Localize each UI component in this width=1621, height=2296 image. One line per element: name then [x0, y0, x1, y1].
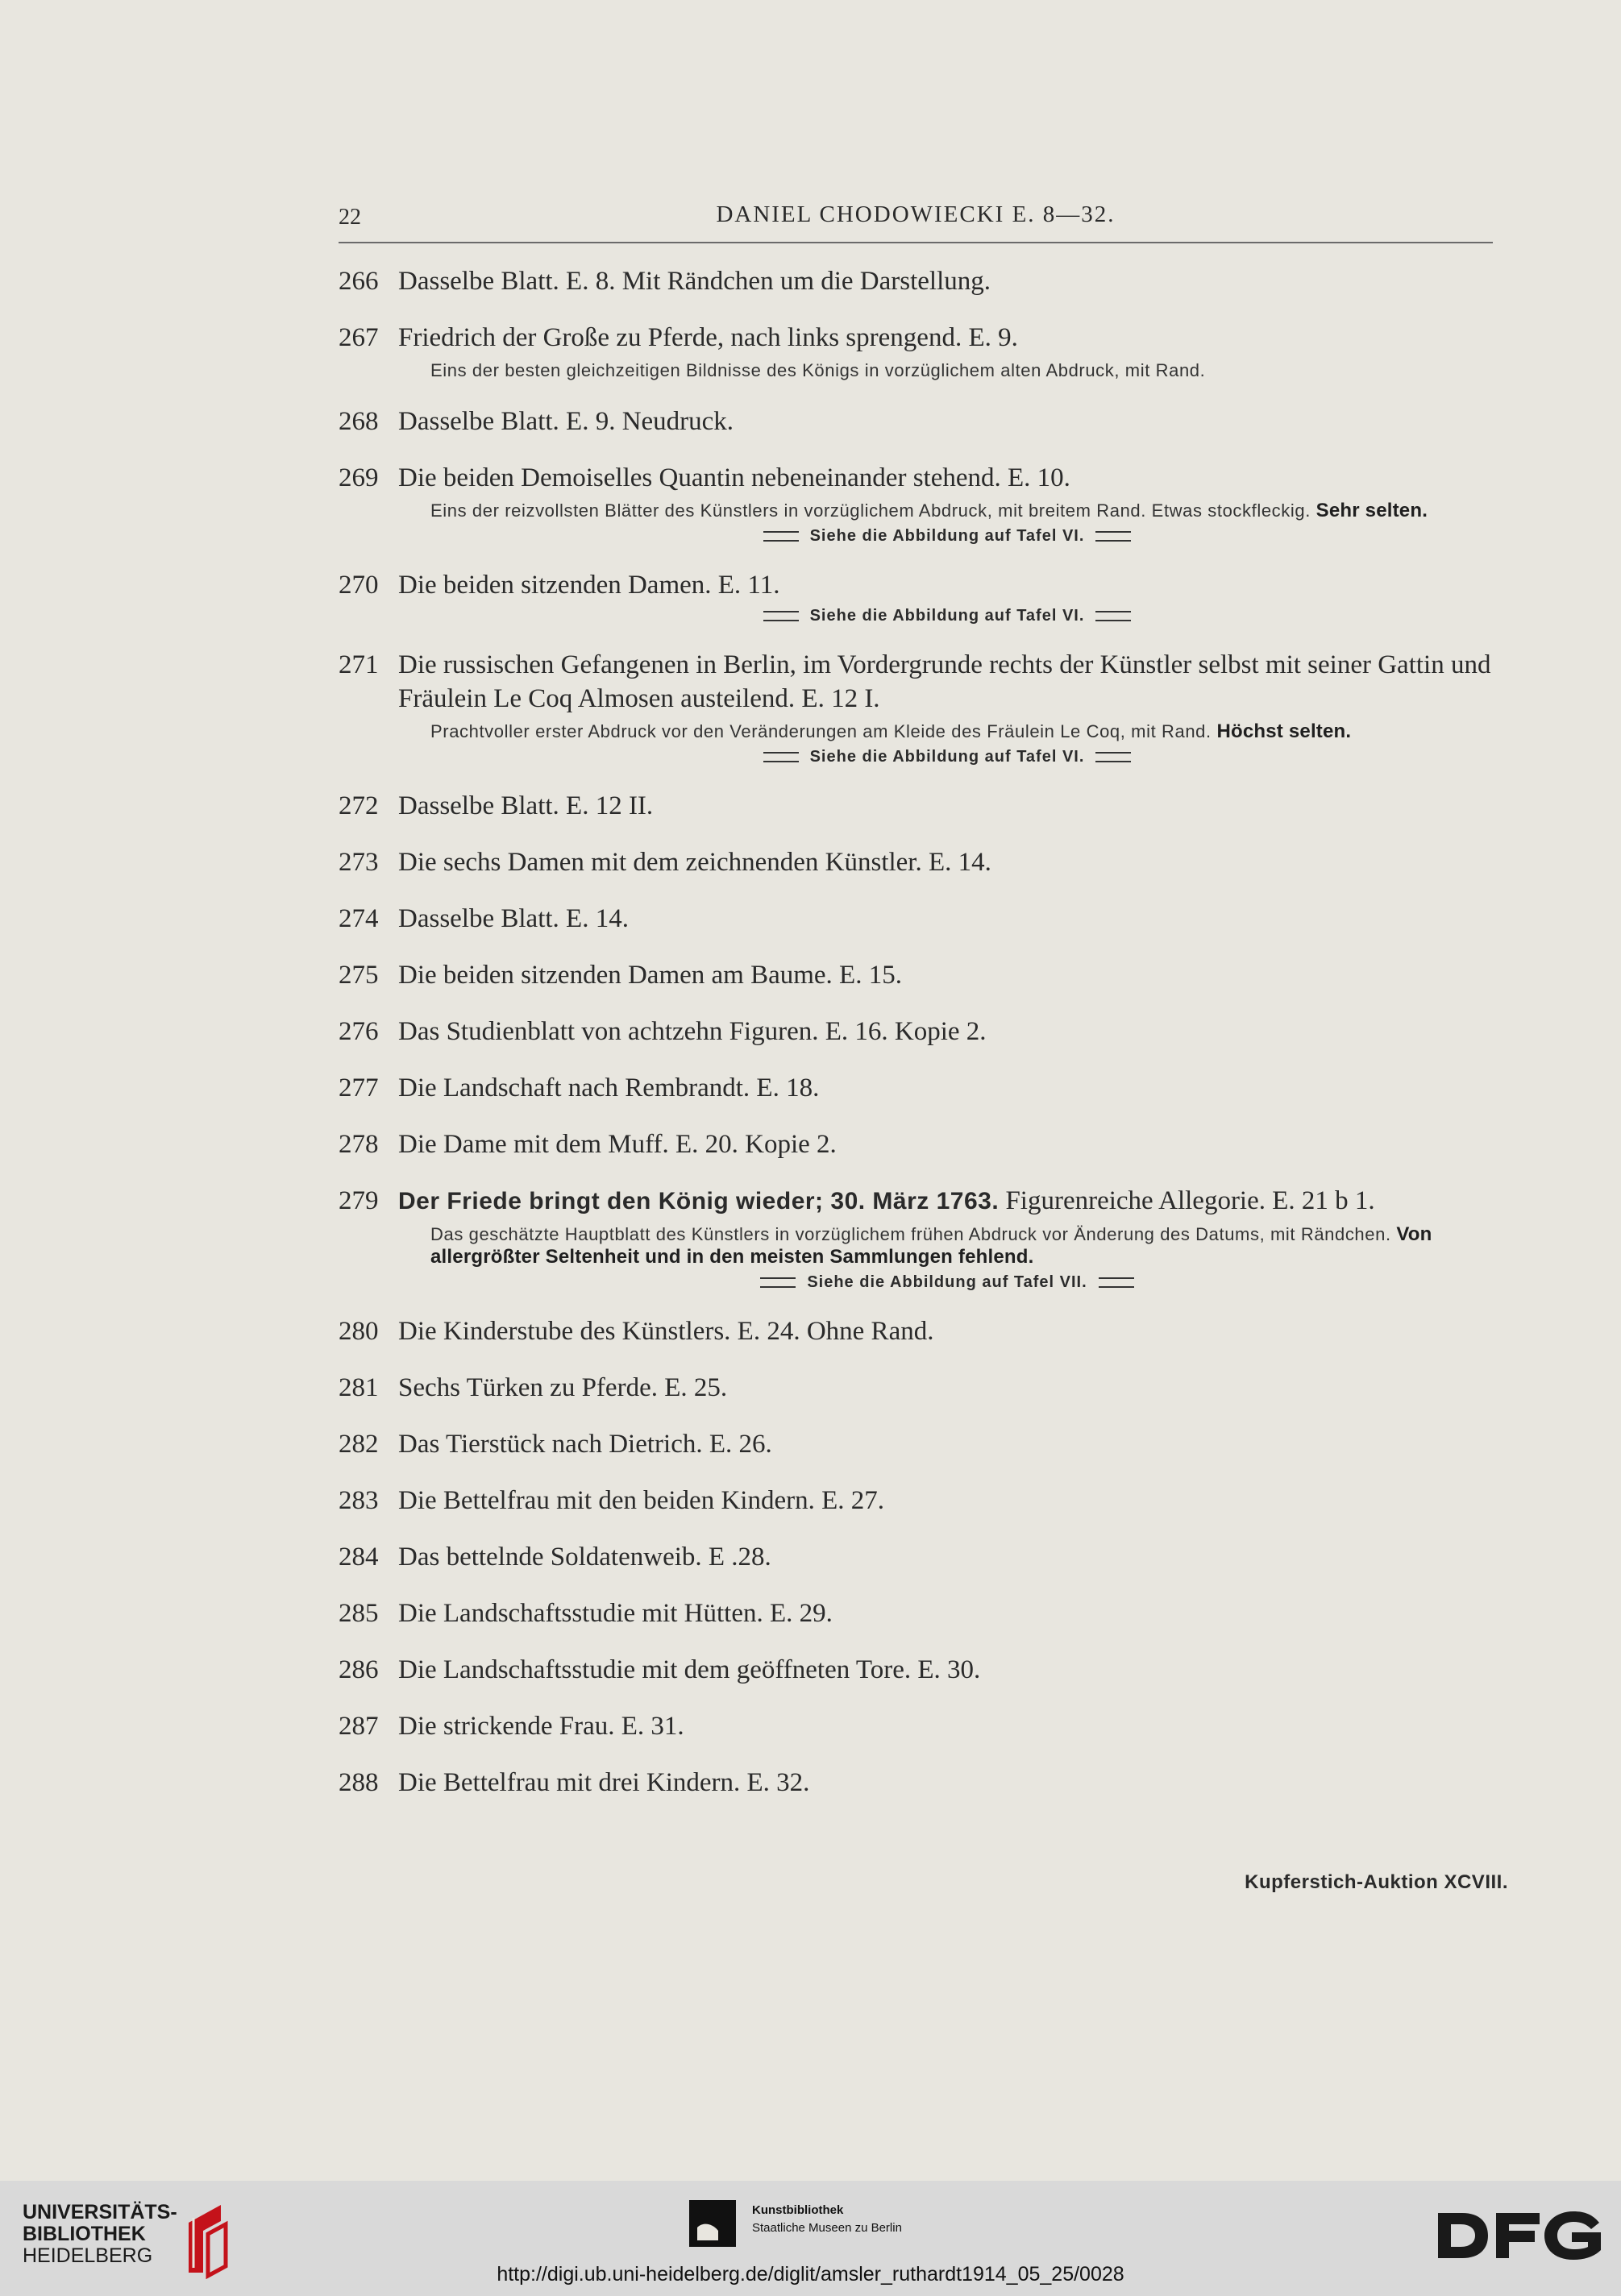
entry-title [398, 958, 1496, 992]
entry-title [398, 902, 1496, 936]
entry-number: 282 [339, 1430, 379, 1459]
catalogue-entry [339, 1709, 1496, 1743]
catalogue-entry [339, 789, 1496, 823]
entry-title-text: Die beiden Demoiselles Quantin nebeneinander stehend. E. 10. [398, 463, 1070, 492]
catalogue-entry [339, 1071, 1496, 1105]
double-rule-left [763, 752, 799, 762]
entry-title [398, 1653, 1496, 1687]
entry-title-text: Die beiden sitzenden Damen am Baume. E. 15. [398, 961, 902, 990]
plate-reference [398, 1273, 1496, 1292]
entry-number: 274 [339, 904, 379, 933]
entry-title [398, 845, 1496, 879]
entry-title [398, 568, 1496, 602]
entry-number: 285 [339, 1599, 379, 1628]
kunstbibliothek-logo[interactable] [689, 2200, 947, 2257]
entry-rarity-note: Höchst selten. [1216, 720, 1352, 742]
double-rule-left [760, 1277, 796, 1288]
double-rule-right [1095, 611, 1131, 621]
catalogue-entry [339, 958, 1496, 992]
catalogue-entry [339, 1427, 1496, 1461]
page-number: 22 [339, 205, 361, 230]
entry-title [398, 1071, 1496, 1105]
catalogue-entry [339, 321, 1496, 382]
dfg-logo[interactable] [1435, 2207, 1604, 2265]
double-rule-left [763, 611, 799, 621]
plate-reference-text: Siehe die Abbildung auf Tafel VI. [809, 527, 1085, 545]
entry-title [398, 1314, 1496, 1348]
entry-title-text: Die Bettelfrau mit den beiden Kindern. E. 27. [398, 1486, 884, 1515]
entry-title-text: Sechs Türken zu Pferde. E. 25. [398, 1373, 728, 1402]
entry-rarity-note: Sehr selten. [1316, 500, 1428, 521]
catalogue-entry [339, 1766, 1496, 1800]
catalogue-entry [339, 405, 1496, 438]
entry-number: 273 [339, 848, 379, 877]
entry-title-text: Die Bettelfrau mit drei Kindern. E. 32. [398, 1768, 810, 1797]
entry-note-text: Prachtvoller erster Abdruck vor den Veränderungen am Kleide des Fräulein Le Coq, mit Rand. [430, 721, 1212, 741]
catalogue-entry [339, 1015, 1496, 1048]
running-title: DANIEL CHODOWIECKI E. 8—32. [716, 201, 1116, 227]
entry-number: 280 [339, 1317, 379, 1346]
library-name: UNIVERSITÄTS- BIBLIOTHEK HEIDELBERG [23, 2201, 177, 2267]
entry-title [398, 264, 1496, 298]
catalogue-entry [339, 845, 1496, 879]
catalogue-entry [339, 461, 1496, 546]
catalogue-entry [339, 264, 1496, 298]
entry-title-text: Dasselbe Blatt. E. 14. [398, 904, 629, 933]
entry-note-text: Eins der reizvollsten Blätter des Künstlers in vorzüglichem Abdruck, mit breitem Rand. Etwas stockfleckig. [430, 500, 1311, 521]
catalogue-entry [339, 1371, 1496, 1405]
entry-number: 283 [339, 1486, 379, 1515]
entry-title [398, 1427, 1496, 1461]
entry-title-text: Die Kinderstube des Künstlers. E. 24. Ohne Rand. [398, 1317, 934, 1346]
entry-number: 287 [339, 1712, 379, 1741]
entry-number: 281 [339, 1373, 379, 1402]
entry-title [398, 789, 1496, 823]
entry-title-text: Das Tierstück nach Dietrich. E. 26. [398, 1430, 772, 1459]
catalogue-entry [339, 568, 1496, 625]
entry-number: 272 [339, 791, 379, 820]
entry-title-text: Die Landschaftsstudie mit dem geöffneten Tore. E. 30. [398, 1655, 981, 1684]
entry-number: 286 [339, 1655, 379, 1684]
kunstbibliothek-text: Kunstbibliothek Staatliche Museen zu Berlin [752, 2203, 902, 2235]
double-rule-right [1099, 1277, 1134, 1288]
kunstbibliothek-icon [689, 2200, 736, 2247]
plate-reference-text: Siehe die Abbildung auf Tafel VI. [809, 607, 1085, 625]
plate-reference [398, 527, 1496, 546]
entry-title [398, 1766, 1496, 1800]
entry-number: 269 [339, 463, 379, 492]
entry-title [398, 405, 1496, 438]
catalogue-entry [339, 648, 1496, 766]
entry-title [398, 648, 1496, 716]
entry-title-text: Die Dame mit dem Muff. E. 20. Kopie 2. [398, 1130, 837, 1159]
entry-number: 268 [339, 407, 379, 436]
catalogue-entry [339, 1314, 1496, 1348]
page-header [339, 201, 1493, 243]
entry-title-text: Die Landschaft nach Rembrandt. E. 18. [398, 1073, 820, 1102]
double-rule-left [763, 531, 799, 542]
entry-title-bold: Der Friede bringt den König wieder; 30. März 1763. [398, 1188, 1000, 1214]
catalogue-entry [339, 1127, 1496, 1161]
entry-title [398, 1709, 1496, 1743]
entry-number: 284 [339, 1542, 379, 1571]
entry-title-text: Dasselbe Blatt. E. 12 II. [398, 791, 654, 820]
entry-title-text: Figurenreiche Allegorie. E. 21 b 1. [999, 1186, 1375, 1215]
entry-note [398, 720, 1496, 743]
entry-title [398, 461, 1496, 495]
catalogue-entry [339, 1596, 1496, 1630]
entry-rarity-note: Von allergrößter Seltenheit und in den meisten Sammlungen fehlend. [430, 1223, 1432, 1268]
entry-note [398, 500, 1496, 522]
entry-note [398, 1223, 1496, 1268]
entry-title [398, 1184, 1496, 1219]
dfg-logo-icon [1435, 2207, 1604, 2265]
entry-number: 271 [339, 650, 379, 679]
catalogue-entry [339, 1540, 1496, 1574]
entry-number: 267 [339, 323, 379, 352]
entry-number: 277 [339, 1073, 379, 1102]
entry-title-text: Das bettelnde Soldatenweib. E .28. [398, 1542, 771, 1571]
entry-title-text: Die Landschaftsstudie mit Hütten. E. 29. [398, 1599, 833, 1628]
entry-number: 275 [339, 961, 379, 990]
entry-title-text: Dasselbe Blatt. E. 8. Mit Rändchen um die Darstellung. [398, 267, 991, 296]
entry-number: 279 [339, 1186, 379, 1215]
entry-number: 266 [339, 267, 379, 296]
entry-title [398, 1127, 1496, 1161]
entry-note [398, 359, 1496, 382]
entry-number: 270 [339, 571, 379, 600]
entry-title [398, 1596, 1496, 1630]
entry-title-text: Die beiden sitzenden Damen. E. 11. [398, 571, 780, 600]
catalogue-entry [339, 1653, 1496, 1687]
entry-title-text: Die russischen Gefangenen in Berlin, im Vordergrunde rechts der Künstler selbst mit seiner Gattin und Fräulein Le Coq Almosen austeilend. E. 12 I. [398, 650, 1491, 713]
entry-title-text: Friedrich der Große zu Pferde, nach links sprengend. E. 9. [398, 323, 1018, 352]
auction-footer-note: Kupferstich-Auktion XCVIII. [1245, 1871, 1508, 1893]
entry-title [398, 321, 1496, 355]
plate-reference [398, 748, 1496, 766]
entry-number: 278 [339, 1130, 379, 1159]
double-rule-right [1095, 531, 1131, 542]
plate-reference-text: Siehe die Abbildung auf Tafel VI. [809, 748, 1085, 766]
entry-number: 276 [339, 1017, 379, 1046]
entry-note-text: Das geschätzte Hauptblatt des Künstlers in vorzüglichem frühen Abdruck vor Änderung des Datums, mit Rändchen. [430, 1224, 1391, 1244]
entry-title-text: Die strickende Frau. E. 31. [398, 1712, 684, 1741]
double-rule-right [1095, 752, 1131, 762]
entry-title [398, 1371, 1496, 1405]
plate-reference-text: Siehe die Abbildung auf Tafel VII. [807, 1273, 1087, 1291]
catalogue-entry [339, 902, 1496, 936]
catalogue-entry [339, 1484, 1496, 1518]
catalogue-entry [339, 1184, 1496, 1292]
entry-title-text: Die sechs Damen mit dem zeichnenden Künstler. E. 14. [398, 848, 991, 877]
entry-title [398, 1015, 1496, 1048]
entry-number: 288 [339, 1768, 379, 1797]
entry-title-text: Das Studienblatt von achtzehn Figuren. E. 16. Kopie 2. [398, 1017, 987, 1046]
page-url[interactable]: http://digi.ub.uni-heidelberg.de/diglit/amsler_ruthardt1914_05_25/0028 [497, 2263, 1124, 2286]
entry-title [398, 1540, 1496, 1574]
entry-title-text: Dasselbe Blatt. E. 9. Neudruck. [398, 407, 734, 436]
catalogue-entries [339, 264, 1496, 1822]
plate-reference [398, 607, 1496, 625]
entry-note-text: Eins der besten gleichzeitigen Bildnisse des Königs in vorzüglichem alten Abdruck, mit Rand. [430, 360, 1206, 380]
entry-title [398, 1484, 1496, 1518]
